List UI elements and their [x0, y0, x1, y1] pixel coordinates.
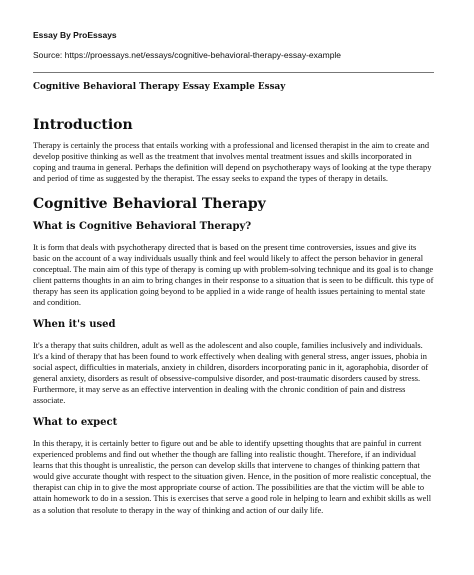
when-used-paragraph: It's a therapy that suits children, adult as well as the adolescent and also couple, families inclusively and individuals. It's a kind of therapy that has been found to work effectively when dealing with general stress, anger issues, phobia in social aspect, difficulties in materials, anxiety in children, disorders incorporating panic in it, agoraphobia, disorder of general anxiety, disorders as result of obsessive-compulsive disorder, and post-traumatic disorders caused by stress. Furthermore, it may serve as an effective intervention in dealing with the chronic condition of pain and distress associate. [33, 341, 429, 406]
document-title: Cognitive Behavioral Therapy Essay Example Essay [33, 82, 286, 92]
introduction-heading: Introduction [33, 117, 133, 133]
what-to-expect-heading: What to expect [33, 417, 118, 428]
what-is-cbt-paragraph: It is form that deals with psychotherapy directed that is based on the present time controversies, issues and give its basic on the account of a way individuals usually think and feel would likely to affect the person behavior in general conceptual. The main aim of this type of therapy is coming up with problem-solving technique and its goal is to change client patterns thoughts in an aim to bring changes in their response to a situation that is seen to be difficult. this type of therapy has seen its application going beyond to be applied in a wide range of health issues pertaining to mental state and condition. [33, 243, 434, 308]
introduction-paragraph: Therapy is certainly the process that entails working with a professional and licensed therapist in the aim to create and develop positive thinking as well as the treatment that involves mental treatment issues and skills incorporated in coping and trauma in general. Perhaps the definition will depend on psychotherapy ways of looking at the type therapy and period of time as suggested by the therapist. The essay seeks to expand the types of therapy in details. [33, 141, 432, 184]
what-is-cbt-heading: What is Cognitive Behavioral Therapy? [33, 221, 252, 232]
when-used-heading: When it's used [33, 319, 116, 330]
what-to-expect-paragraph: In this therapy, it is certainly better to figure out and be able to identify upsetting thoughts that are painful in current experienced problems and find out whether the though are falling into realistic thought. Therefore, if an individual learns that this thought is unrealistic, the person can develop skills that intervene to changes of thinking pattern that would give accurate thought with respect to the situation given. Hence, in the position of more realistic conceptual, the therapist can chip in to give the most appropriate course of action. The possibilities are that the victim will be able to attain homework to do in a session. This is exercises that serve a good role in helping to learn and exhibit skills as well as a solution that resolute to therapy in the way of thinking and action of our daily life. [33, 439, 432, 515]
source-line: Source: https://proessays.net/essays/cognitive-behavioral-therapy-essay-example [33, 50, 342, 60]
brand-name: Essay By ProEssays [33, 30, 117, 40]
cbt-heading: Cognitive Behavioral Therapy [33, 196, 266, 212]
header-divider [33, 72, 434, 73]
